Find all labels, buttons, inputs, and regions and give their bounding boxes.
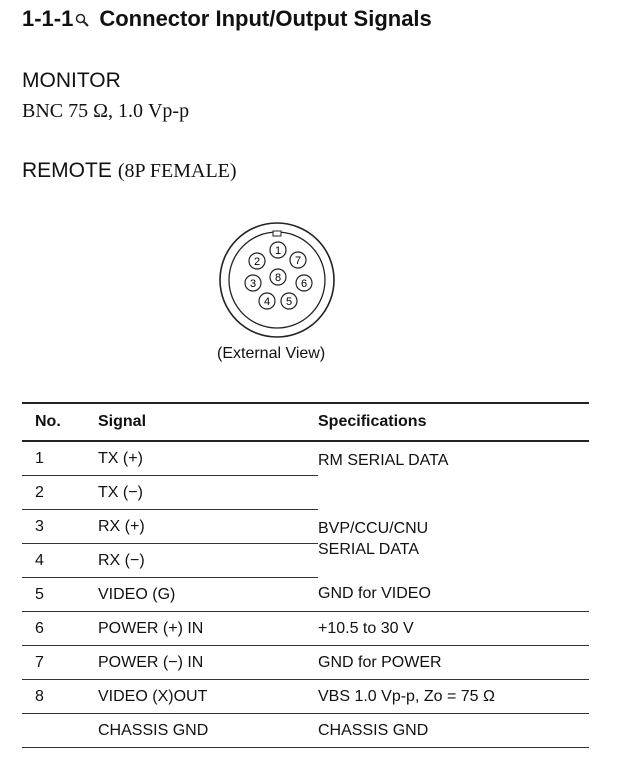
pin-signal: CHASSIS GND: [98, 714, 318, 748]
section-heading: [22, 6, 432, 32]
pin-spec: RM SERIAL DATA: [318, 452, 449, 469]
section-title: Connector Input/Output Signals: [99, 6, 432, 31]
pin-4: [259, 293, 275, 309]
table-header-row: [22, 403, 589, 441]
pin-8-label: 8: [274, 272, 282, 284]
pin-number: 6: [22, 612, 98, 646]
pin-number: 5: [22, 578, 98, 612]
section-number: 1-1-1: [22, 6, 74, 31]
connector-caption: (External View): [217, 345, 326, 362]
pin-spec: +10.5 to 30 V: [318, 612, 589, 646]
pin-4-label: 4: [263, 296, 271, 308]
pin-spec-line-1: BVP/CCU/CNU: [318, 519, 429, 537]
pin-spec: [318, 510, 589, 578]
pin-5-label: 5: [285, 296, 293, 308]
connector-diagram: [217, 220, 337, 340]
pin-spec: GND for VIDEO: [318, 578, 589, 612]
pin-signal: VIDEO (X)OUT: [98, 680, 318, 714]
pin-number: 8: [22, 680, 98, 714]
pin-signal: RX (+): [98, 510, 318, 544]
magnifier-icon: [75, 7, 89, 21]
table-row: [22, 680, 589, 714]
monitor-spec: BNC 75 Ω, 1.0 Vp-p: [22, 100, 190, 122]
pin-number: 4: [22, 544, 98, 578]
table-row: [22, 714, 589, 748]
pin-signal: TX (+): [98, 441, 318, 476]
table-row: [22, 646, 589, 680]
pin-number: 2: [22, 476, 98, 510]
pin-number: 7: [22, 646, 98, 680]
pin-signal: POWER (+) IN: [98, 612, 318, 646]
pin-spec-line-2: SERIAL DATA: [318, 540, 420, 558]
remote-label: REMOTE: [22, 159, 112, 182]
pin-8: [270, 269, 286, 285]
pin-1-label: 1: [274, 245, 282, 257]
pin-spec: CHASSIS GND: [318, 714, 589, 748]
pin-1: [270, 242, 286, 258]
table-row: [22, 441, 589, 476]
pin-5: [281, 293, 297, 309]
connector-key-notch: [273, 231, 281, 236]
header-signal: Signal: [98, 403, 318, 441]
monitor-label: MONITOR: [22, 69, 121, 92]
pin-spec: GND for POWER: [318, 646, 589, 680]
pin-signal: VIDEO (G): [98, 578, 318, 612]
pin-signal: POWER (−) IN: [98, 646, 318, 680]
pin-spec: VBS 1.0 Vp-p, Zo = 75 Ω: [318, 680, 589, 714]
table-row: [22, 578, 589, 612]
pin-signal: TX (−): [98, 476, 318, 510]
pin-table: [22, 402, 589, 748]
remote-note: (8P FEMALE): [117, 160, 237, 182]
table-row: [22, 612, 589, 646]
pin-7: [290, 252, 306, 268]
pin-signal: RX (−): [98, 544, 318, 578]
table-row: [22, 510, 589, 544]
pin-number: [22, 714, 98, 748]
pin-3: [245, 275, 261, 291]
pin-number: 1: [22, 441, 98, 476]
pin-2: [249, 253, 265, 269]
pin-6: [296, 275, 312, 291]
pin-3-label: 3: [249, 278, 257, 290]
header-no: No.: [22, 403, 98, 441]
pin-2-label: 2: [253, 256, 261, 268]
pin-7-label: 7: [294, 255, 302, 267]
pin-6-label: 6: [300, 278, 308, 290]
pin-number: 3: [22, 510, 98, 544]
remote-heading: [22, 159, 237, 183]
header-specifications: Specifications: [318, 403, 589, 441]
